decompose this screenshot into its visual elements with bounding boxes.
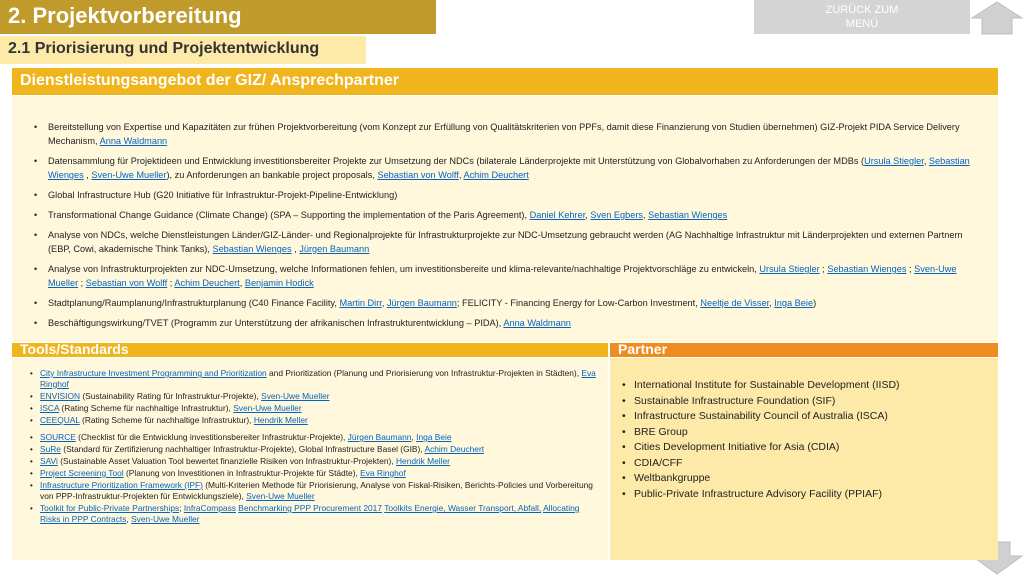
tool-link[interactable]: Toolkits Energie, Wasser Transport, Abfall, xyxy=(384,503,542,513)
tool-text: (Checklist für die Entwicklung investitionsbereiter Infrastruktur-Projekte), xyxy=(78,432,346,442)
back-to-menu-label-line2: MENÜ xyxy=(845,18,879,30)
tools-box xyxy=(12,358,608,560)
contact-link[interactable]: Jürgen Baumann xyxy=(386,298,457,308)
contact-link[interactable]: Anna Waldmann xyxy=(99,136,168,146)
service-item: • Stadtplanung/Raumplanung/Infrastrukturplanung (C40 Finance Facility, Martin Dirr, Jürgen Baumann; FELICITY - Financing Energy for Low-Carbon Investment, Neeltje de Visser, Inga Beie) xyxy=(48,296,978,310)
contact-link[interactable]: Sven-Uwe Mueller xyxy=(261,391,330,401)
tool-link[interactable]: CEEQUAL xyxy=(40,415,80,425)
service-item: • Analyse von Infrastrukturprojekten zur NDC-Umsetzung, welche Informationen fehlen, um investitionsbereite und klima-relevante/nachhaltige Projektvorschläge zu entwickeln, Ursula Stiegler ; Sebastian Wienges ; Sven-Uwe Mueller ; Sebastian von Wolff ; Achim Deuchert, Benjamin Hodick xyxy=(48,262,978,290)
service-text: Beschäftigungswirkung/TVET (Programm zur Unterstützung der afrikanischen Infrastrukturentwicklung – PIDA), xyxy=(48,318,502,328)
partner-item: • International Institute for Sustainable Development (IISD) xyxy=(634,378,900,394)
tool-item: • SOURCE (Checklist für die Entwicklung investitionsbereiter Infrastruktur-Projekte), Jürgen Baumann, Inga Beie xyxy=(40,432,600,443)
tool-item xyxy=(40,480,600,502)
partner-list xyxy=(610,378,900,502)
tool-text: (Standard für Zertifizierung nachhaltiger Infrastruktur-Projekte), Global Infrastructure Basel (GIB), xyxy=(63,444,423,454)
tool-text: and Prioritization (Planung und Priorisierung von Infrastruktur-Projekten in Städten), xyxy=(269,368,580,378)
tool-link[interactable]: Benchmarking PPP Procurement 2017 xyxy=(238,503,382,513)
tool-link[interactable]: SOURCE xyxy=(40,432,76,442)
tool-link[interactable]: SAVi xyxy=(40,456,58,466)
back-to-menu-button[interactable] xyxy=(754,0,970,34)
contact-link[interactable]: Ursula Stiegler xyxy=(864,156,924,166)
partner-item: • Sustainable Infrastructure Foundation (SIF) xyxy=(634,394,900,410)
tool-item xyxy=(40,415,600,426)
tool-item: • Toolkit for Public-Private Partnerships; InfraCompass Benchmarking PPP Procurement 2017 Toolkits Energie, Wasser Transport, Abfall, Allocating Risks in PPP Contracts, Sven-Uwe Mueller xyxy=(40,503,600,525)
service-item xyxy=(48,188,978,202)
service-text: ), zu Anforderungen an bankable project proposals, xyxy=(166,170,375,180)
tool-item xyxy=(40,456,600,467)
contact-link[interactable]: Achim Deuchert xyxy=(463,170,529,180)
tool-text: (Planung von Investitionen in Infrastruktur-Projekte für Städte), xyxy=(125,468,358,478)
contact-link[interactable]: Sebastian Wienges xyxy=(827,264,907,274)
service-text: Transformational Change Guidance (Climate Change) (SPA – Supporting the implementation of the Paris Agreement), xyxy=(48,210,528,220)
contact-link[interactable]: Eva Ringhof xyxy=(40,368,596,389)
contact-link[interactable]: Sebastian von Wolff xyxy=(377,170,459,180)
service-item: • Transformational Change Guidance (Climate Change) (SPA – Supporting the implementation of the Paris Agreement), Daniel Kehrer, Sven Egbers, Sebastian Wienges xyxy=(48,208,978,222)
contact-link[interactable]: Sebastian Wienges xyxy=(48,156,970,180)
tool-text: (Rating Scheme für nachhaltige Infrastruktur), xyxy=(61,403,231,413)
tool-text: (Rating Scheme für nachhaltige Infrastruktur), xyxy=(82,415,252,425)
partner-item: • CDIA/CFF xyxy=(634,456,900,472)
partner-header xyxy=(610,343,998,357)
page-title: 2. Projektvorbereitung xyxy=(8,3,242,28)
service-text: Bereitstellung von Expertise und Kapazitäten zur frühen Projektvorbereitung (vom Konzept zur Erfüllung von Qualitätskriterien von PPFs, damit diese Finanzierung von Studien übernehmen) GIZ-Projekt PIDA Service Delivery Mechanism, xyxy=(48,122,960,146)
tool-link[interactable]: InfraCompass xyxy=(183,503,236,513)
service-text: Datensammlung für Projektideen und Entwicklung investitionsbereiter Projekte zur Umsetzung der NDCs (bilaterale Länderprojekte mit Unterstützung von Globalvorhaben zu Anforderungen der MDBs ( xyxy=(48,156,865,166)
tools-header xyxy=(12,343,608,357)
service-text: Stadtplanung/Raumplanung/Infrastrukturplanung (C40 Finance Facility, xyxy=(48,298,337,308)
contact-link[interactable]: Sebastian von Wolff xyxy=(85,278,168,288)
tools-list xyxy=(12,368,600,526)
tool-link[interactable]: ENVISION xyxy=(40,391,81,401)
tool-text: (Multi-Kriterien Methode für Priorisierung, Analyse von Fiskal-Risiken, Berichts-Policies und Vorbereitung von PPP-Infrastruktur-Projekten für Entwicklungsziele), xyxy=(40,480,593,501)
tool-text: (Sustainability Rating für Infrastruktur-Projekte), xyxy=(82,391,259,401)
tool-link[interactable]: Allocating Risks in PPP Contracts xyxy=(40,503,580,524)
tool-text: ; xyxy=(179,503,182,513)
contact-link[interactable]: Daniel Kehrer xyxy=(529,210,586,220)
service-item: • Analyse von NDCs, welche Dienstleistungen Länder/GIZ-Länder- und Regionalprojekte für Infrastrukturprojekte zur NDC-Umsetzung gebraucht werden (AG Nachhaltige Infrastruktur mit Länderprojekten und externen Partnern (EBP, Cowi, akademische Think Tanks), Sebastian Wienges , Jürgen Baumann xyxy=(48,228,978,256)
contact-link[interactable]: Sebastian Wienges xyxy=(212,244,292,254)
partner-item: • Infrastructure Sustainability Council of Australia (ISCA) xyxy=(634,409,900,425)
section-title: Dienstleistungsangebot der GIZ/ Ansprechpartner xyxy=(20,72,400,89)
contact-link[interactable]: Benjamin Hodick xyxy=(244,278,314,288)
contact-link[interactable]: Sven-Uwe Mueller xyxy=(131,514,200,524)
contact-link[interactable]: Ursula Stiegler xyxy=(759,264,820,274)
service-text: Analyse von Infrastrukturprojekten zur NDC-Umsetzung, welche Informationen fehlen, um investitionsbereite und klima-relevante/nachhaltige Projektvorschläge zu entwickeln, xyxy=(48,264,757,274)
contact-link[interactable]: Neeltje de Visser xyxy=(700,298,770,308)
contact-link[interactable]: Hendrik Meller xyxy=(395,456,450,466)
tool-item xyxy=(40,368,600,390)
home-arrow-up-icon xyxy=(970,0,1024,36)
tool-link[interactable]: Project Screening Tool xyxy=(40,468,124,478)
page-subtitle: 2.1 Priorisierung und Projektentwicklung xyxy=(8,40,320,57)
home-button[interactable] xyxy=(970,0,1024,36)
contact-link[interactable]: Eva Ringhof xyxy=(360,468,406,478)
contact-link[interactable]: Achim Deuchert xyxy=(174,278,240,288)
partner-title: Partner xyxy=(618,341,668,357)
partner-box xyxy=(610,358,998,560)
partner-item: • Weltbankgruppe xyxy=(634,471,900,487)
service-text: Global Infrastructure Hub (G20 Initiative für Infrastruktur-Projekt-Pipeline-Entwicklung) xyxy=(48,190,398,200)
services-box xyxy=(12,96,998,342)
contact-link[interactable]: Inga Beie xyxy=(416,432,452,442)
contact-link[interactable]: Achim Deuchert xyxy=(424,444,485,454)
tool-link[interactable]: SuRe xyxy=(40,444,61,454)
contact-link[interactable]: Hendrik Meller xyxy=(253,415,308,425)
service-text: Analyse von NDCs, welche Dienstleistungen Länder/GIZ-Länder- und Regionalprojekte für Infrastrukturprojekte zur NDC-Umsetzung gebraucht werden (AG Nachhaltige Infrastruktur mit Länderprojekten und externen Partnern (EBP, Cowi, akademische Think Tanks), xyxy=(48,230,963,254)
partner-item: • BRE Group xyxy=(634,425,900,441)
tool-link[interactable]: Toolkit for Public-Private Partnerships xyxy=(40,503,180,513)
section-header xyxy=(12,68,998,95)
service-text: ; FELICITY - Financing Energy for Low-Carbon Investment, xyxy=(456,298,698,308)
tool-item xyxy=(40,391,600,402)
contact-link[interactable]: Anna Waldmann xyxy=(503,318,571,328)
contact-link[interactable]: Sven-Uwe Mueller xyxy=(246,491,315,501)
tool-item xyxy=(40,403,600,414)
service-item xyxy=(48,120,978,148)
services-list xyxy=(12,120,978,336)
back-to-menu-label-line1: ZURÜCK ZUM xyxy=(825,4,899,16)
contact-link[interactable]: Inga Beie xyxy=(774,298,814,308)
contact-link[interactable]: Sven-Uwe Mueller xyxy=(91,170,167,180)
contact-link[interactable]: Sven Egbers xyxy=(590,210,643,220)
tool-link[interactable]: Infrastructure Prioritization Framework (IPF) xyxy=(40,480,203,490)
contact-link[interactable]: Sven-Uwe Mueller xyxy=(48,264,957,288)
service-item: • Datensammlung für Projektideen und Entwicklung investitionsbereiter Projekte zur Umsetzung der NDCs (bilaterale Länderprojekte mit Unterstützung von Globalvorhaben zu Anforderungen der MDBs (Ursula Stiegler, Sebastian Wienges , Sven-Uwe Mueller), zu Anforderungen an bankable project proposals, Sebastian von Wolff, Achim Deuchert xyxy=(48,154,978,182)
contact-link[interactable]: Jürgen Baumann xyxy=(347,432,412,442)
tool-link[interactable]: ISCA xyxy=(40,403,60,413)
tools-title: Tools/Standards xyxy=(20,341,129,357)
service-item xyxy=(48,316,978,330)
tool-link[interactable]: City Infrastructure Investment Programming and Prioritization xyxy=(40,368,267,378)
contact-link[interactable]: Jürgen Baumann xyxy=(299,244,370,254)
contact-link[interactable]: Sebastian Wienges xyxy=(648,210,728,220)
title-bar xyxy=(0,0,436,34)
partner-item: • Cities Development Initiative for Asia (CDIA) xyxy=(634,440,900,456)
contact-link[interactable]: Martin Dirr xyxy=(339,298,382,308)
tool-text: (Sustainable Asset Valuation Tool bewertet finanzielle Risiken von Infrastruktur-Projekten), xyxy=(60,456,394,466)
tool-item xyxy=(40,468,600,479)
contact-link[interactable]: Sven-Uwe Mueller xyxy=(233,403,302,413)
tool-item xyxy=(40,444,600,455)
partner-item: • Public-Private Infrastructure Advisory Facility (PPIAF) xyxy=(634,487,900,503)
subtitle-bar xyxy=(0,36,366,64)
